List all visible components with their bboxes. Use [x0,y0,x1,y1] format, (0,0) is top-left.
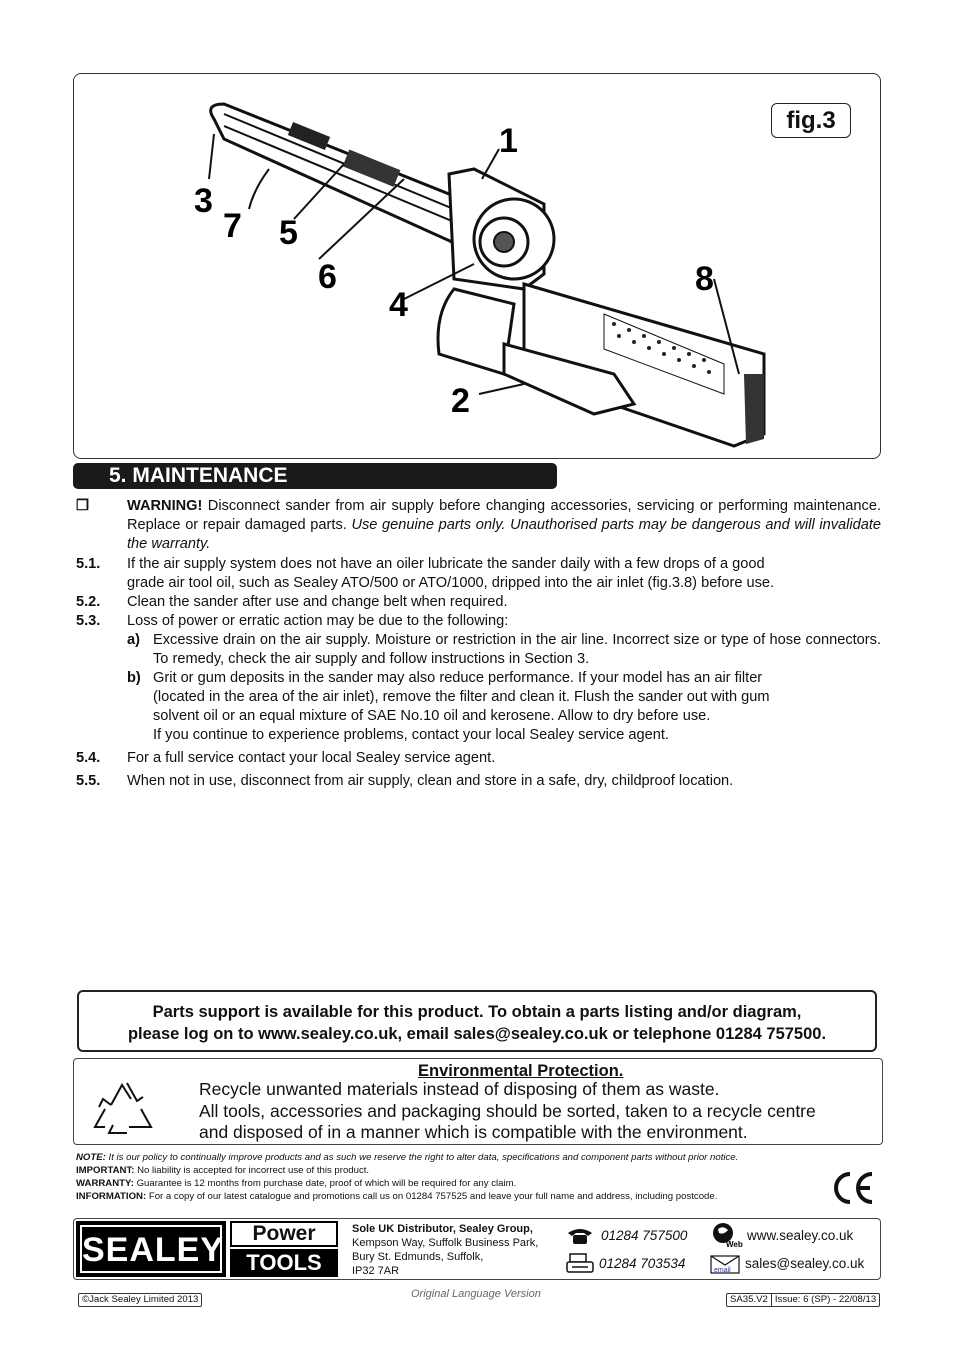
callout-7: 7 [223,207,242,245]
section-heading: 5. MAINTENANCE [73,463,557,489]
warning-italic: Use genuine parts only. Unauthorised parts may be dangerous and will invalidate the warranty. [127,517,881,552]
distributor-name: Sole UK Distributor, Sealey Group, [352,1223,533,1235]
item-text: Clean the sander after use and change belt when required. [127,594,508,610]
issue-info: Issue: 6 (SP) - 22/08/13 [774,1294,877,1305]
item-5-1 [76,555,881,593]
parts-support-line: Parts support is available for this product. To obtain a parts listing and/or diagram, [152,1003,802,1021]
sub-item-text: (located in the area of the air inlet), remove the filter and clean it. Flush the sander out with gum [153,689,770,705]
parts-support-line: please log on to www.sealey.co.uk, email sales@sealey.co.uk or telephone 01284 757500. [127,1025,827,1043]
callout-8: 8 [695,260,714,298]
callout-4: 4 [389,286,408,324]
information-line: INFORMATION: For a copy of our latest catalogue and promotions call us on 01284 757525 and leave your full name and address, including postcode. [76,1191,718,1202]
recycle-icon [89,1077,159,1139]
sub-item-letter: a) [127,632,140,648]
email-link[interactable]: sales@sealey.co.uk [745,1256,865,1271]
callout-1: 1 [499,122,518,160]
sub-item-text: solvent oil or an equal mixture of SAE No.10 oil and kerosene. Allow to dry before use. [153,708,711,724]
warning-block [76,497,881,555]
callout-3: 3 [194,182,213,220]
note-line: NOTE: It is our policy to continually improve products and as such we reserve the right to alter data, specifications and component parts without prior notice. [76,1152,739,1163]
fax-number: 01284 703534 [599,1256,686,1271]
footer-box [73,1218,881,1280]
web-globe-icon [710,1221,744,1249]
sealey-logo: SEALEY [76,1221,226,1277]
figure-label: fig.3 [771,103,851,138]
warranty-line: WARRANTY: Guarantee is 12 months from purchase date, proof of which will be required for any claim. [76,1178,517,1189]
power-tools-logo: Power TOOLS [230,1221,338,1277]
sub-item-text: Grit or gum deposits in the sander may also reduce performance. If your model has an air filter [153,670,763,686]
item-text: grade air tool oil, such as Sealey ATO/500 or ATO/1000, dripped into the air inlet (fig.3.8) before use. [127,575,775,591]
warning-marker: ❒ [76,498,90,514]
fax-icon [566,1252,594,1274]
item-text: For a full service contact your local Sealey service agent. [127,750,496,766]
address-line: Bury St. Edmunds, Suffolk, [352,1251,484,1263]
item-text: When not in use, disconnect from air supply, clean and store in a safe, dry, childproof location. [127,773,734,789]
environmental-line: and disposed of in a manner which is compatible with the environment. [199,1122,748,1142]
callout-2: 2 [451,382,470,420]
website-link[interactable]: www.sealey.co.uk [747,1228,854,1243]
figure-box [73,73,881,459]
issue-tag [726,1293,880,1307]
sub-item-letter: b) [127,670,141,686]
phone-icon [566,1225,594,1245]
model-code: SA35.V2 [727,1294,772,1306]
item-number: 5.5. [76,773,101,789]
item-number: 5.3. [76,613,101,629]
sub-item-a [76,631,881,669]
callout-6: 6 [318,258,337,296]
language-version: Original Language Version [411,1288,541,1300]
item-text: Loss of power or erratic action may be due to the following: [127,613,509,629]
sub-item-text: If you continue to experience problems, contact your local Sealey service agent. [153,727,669,743]
item-number: 5.1. [76,556,101,572]
email-envelope-icon [710,1255,740,1275]
warning-text: Disconnect sander from air supply before changing accessories, servicing or performing maintenance. Replace or repair damaged parts. [127,498,881,533]
phone-number: 01284 757500 [601,1228,688,1243]
parts-support-box [77,990,877,1052]
item-number: 5.4. [76,750,101,766]
environmental-line: Recycle unwanted materials instead of disposing of them as waste. [199,1079,720,1099]
environmental-title: Environmental Protection. [418,1062,624,1080]
copyright-tag: ©Jack Sealey Limited 2013 [78,1293,202,1307]
item-number: 5.2. [76,594,101,610]
belt-sander-illustration [74,74,880,458]
environmental-line: All tools, accessories and packaging should be sorted, taken to a recycle centre [199,1101,816,1121]
svg-text:email: email [714,1267,731,1274]
warning-label: WARNING! [127,498,203,514]
address-line: Kempson Way, Suffolk Business Park, [352,1237,539,1249]
svg-text:Web: Web [726,1240,743,1249]
sub-item-text: Excessive drain on the air supply. Moisture or restriction in the air line. Incorrect size or type of hose connectors. To remedy, check the air supply and follow instructions in Section 3. [153,632,881,667]
ce-mark-icon [832,1170,876,1206]
address-line: IP32 7AR [352,1265,400,1277]
sub-item-b [76,669,881,745]
environmental-box [73,1058,883,1145]
important-line: IMPORTANT: No liability is accepted for incorrect use of this product. [76,1165,370,1176]
callout-5: 5 [279,214,298,252]
item-text: If the air supply system does not have an oiler lubricate the sander daily with a few drops of a good [127,556,765,572]
